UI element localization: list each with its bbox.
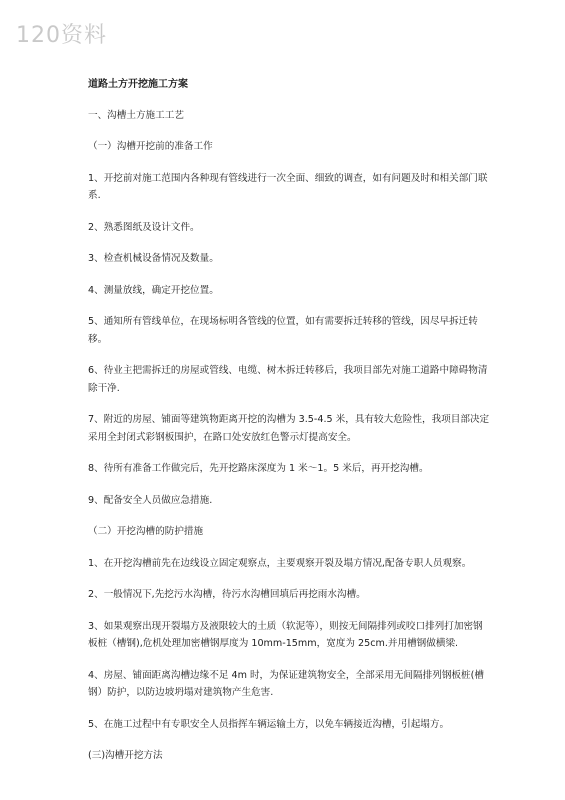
paragraph: 2、一般情况下,先挖污水沟槽，待污水沟槽回填后再挖雨水沟槽。 [88, 589, 366, 600]
paragraph: 7、附近的房屋、铺面等建筑物距离开挖的沟槽为 3.5-4.5 米，具有较大危险性，我项目部决定采用全封闭式彩钢板围护，在路口处安放红色警示灯提高安全。 [88, 414, 490, 443]
paragraph: 5、在施工过程中有专职安全人员指挥车辆运输土方，以免车辆接近沟槽，引起塌方。 [88, 718, 450, 730]
paragraph: 1、在开挖沟槽前先在边线设立固定观察点，主要观察开裂及塌方情况,配备专职人员观察。 [88, 557, 472, 569]
paragraph: 5、通知所有管线单位，在现场标明各管线的位置，如有需要拆迁转移的管线，因尽早拆迁转移。 [88, 316, 478, 345]
paragraph: 3、检查机械设备情况及数量。 [88, 253, 219, 264]
document-body [88, 76, 492, 765]
paragraph: 3、如果观察出现开裂塌方及液限较大的土质（软泥等），则按无间隔排列或咬口排列打加密钢板桩（槽钢),危机处理加密槽钢厚度为 10mm-15mm，宽度为 25cm.并用槽钢做横梁. [88, 620, 483, 649]
paragraph: 9、配备安全人员做应急措施. [88, 494, 213, 506]
paragraph: 6、待业主把需拆迁的房屋或管线、电缆、树木拆迁转移后，我项目部先对施工道路中障碍物清除干净. [88, 365, 488, 394]
paragraph: 4、测量放线，确定开挖位置。 [88, 284, 219, 296]
document-title: 道路土方开挖施工方案 [88, 79, 188, 90]
paragraph: 2、熟悉图纸及设计文件。 [88, 221, 200, 233]
paragraph: 4、房屋、铺面距离沟槽边缘不足 4m 时，为保证建筑物安全，全部采用无间隔排列钢板桩(槽钢）防护，以防边坡坍塌对建筑物产生危害. [88, 669, 484, 698]
subsection-heading: (三)沟槽开挖方法 [88, 750, 163, 761]
paragraph: 8、待所有准备工作做完后，先开挖路床深度为 1 米～1。5 米后，再开挖沟槽。 [88, 463, 429, 474]
subsection-heading: （一）沟槽开挖前的准备工作 [88, 141, 213, 152]
section-heading: 一、沟槽土方施工工艺 [88, 109, 184, 121]
paragraph: 1、开挖前对施工范围内各种现有管线进行一次全面、细致的调查，如有问题及时和相关部门联系. [88, 172, 488, 201]
watermark-logo: 120资料 [16, 23, 107, 48]
subsection-heading: （二）开挖沟槽的防护措施 [88, 526, 204, 537]
